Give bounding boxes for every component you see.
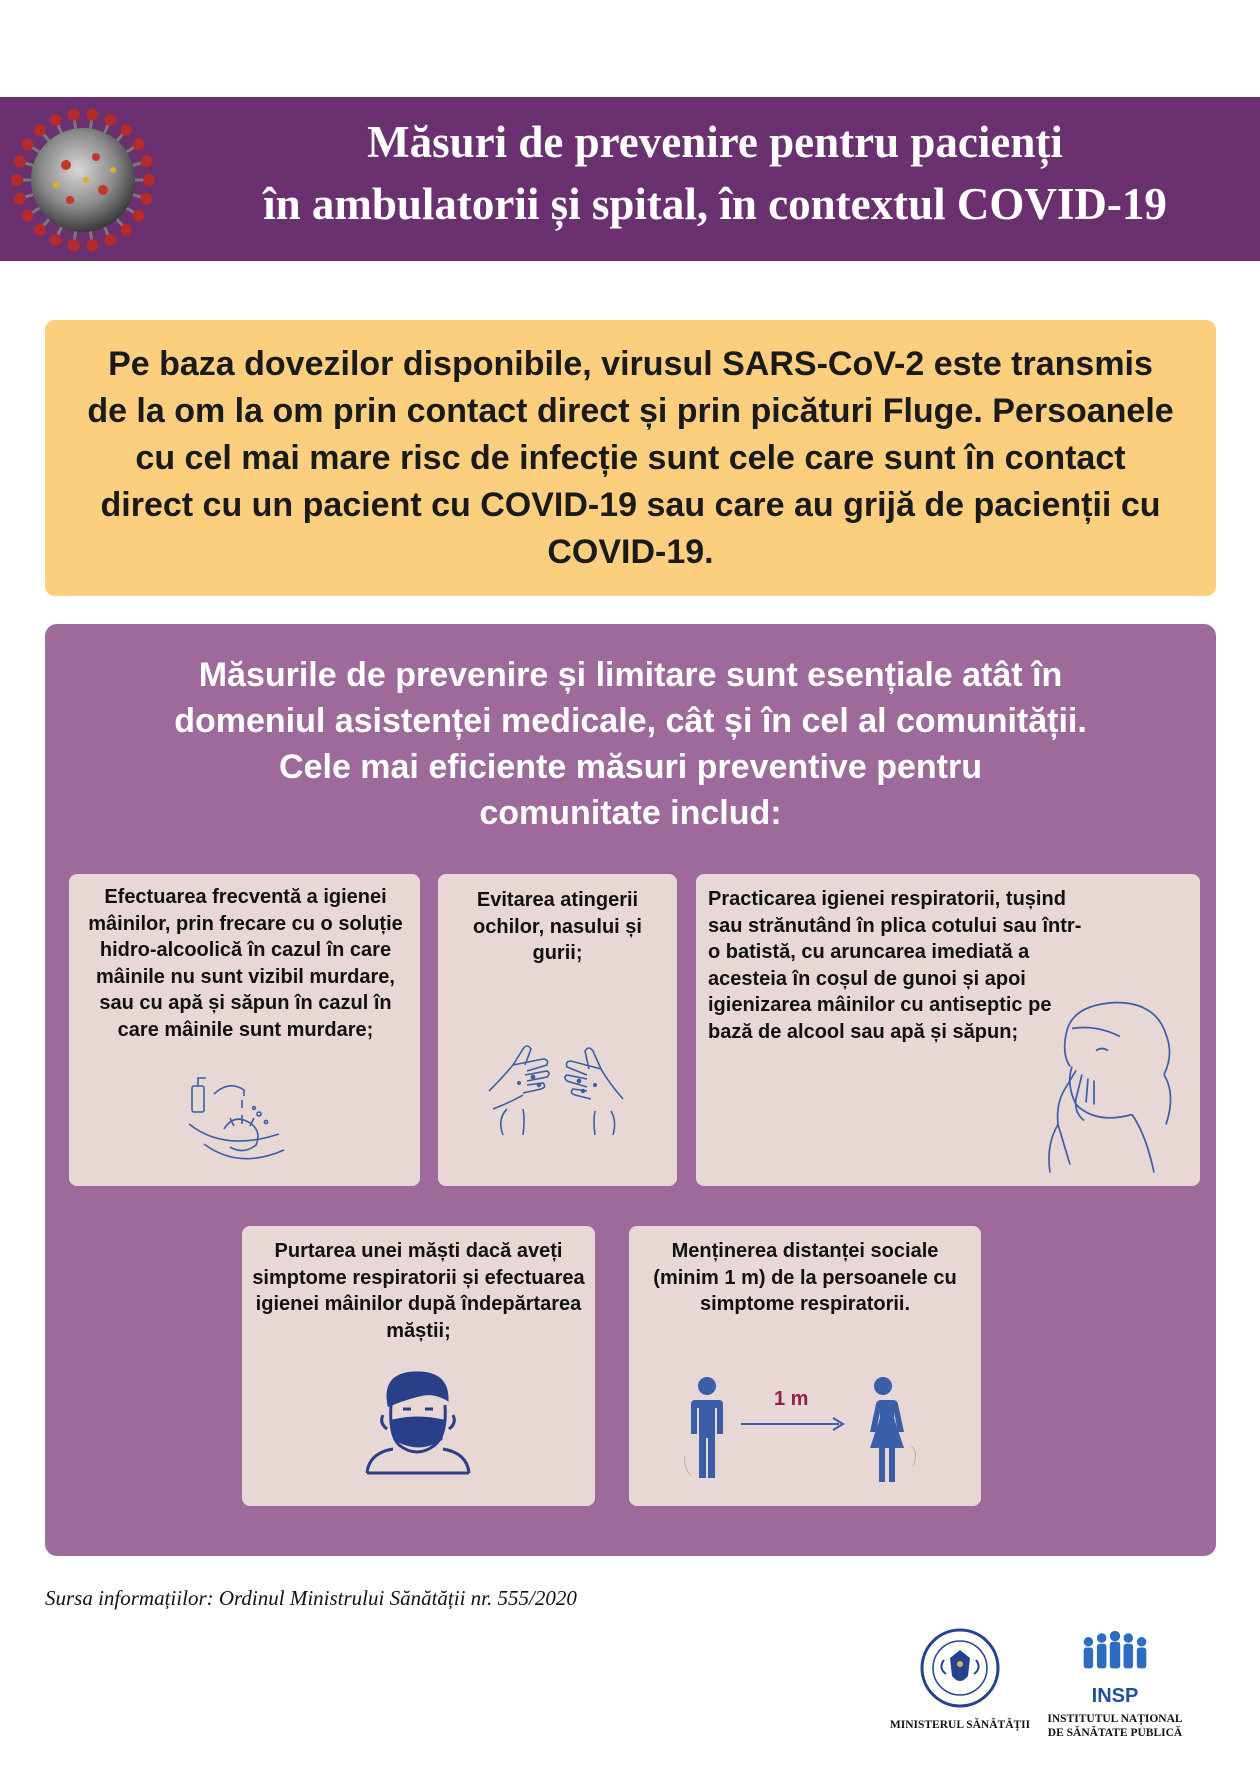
measures-panel — [45, 624, 1216, 1556]
insp-caption-line-1: INSTITUTUL NAȚIONAL — [1047, 1713, 1183, 1725]
card-respiratory-hygiene — [696, 874, 1200, 1186]
page-title — [170, 111, 1260, 235]
card-social-distance-text: Menținerea distanței sociale (minim 1 m) de la persoanele cu simptome respiratorii. — [653, 1240, 957, 1315]
card-avoid-touching-face-text: Evitarea atingerii ochilor, nasului și gurii; — [473, 889, 642, 964]
ministry-caption: MINISTERUL SĂNĂTĂȚII — [889, 1719, 1031, 1731]
card-respiratory-hygiene-text: Practicarea igienei respiratorii, tușind sau strănutând în plica cotului sau într-o batistă, cu aruncarea imediată a acesteia în coșul de gunoi și apoi igienizarea mâinilor cu antiseptic pe bază de alcool sau apă și săpun; — [708, 888, 1082, 1043]
distance-label: 1 m — [774, 1388, 809, 1410]
sneezing-person-icon — [1036, 992, 1186, 1177]
card-social-distance — [629, 1226, 981, 1506]
card-wear-mask-text: Purtarea unei măști dacă aveți simptome respiratorii și efectuarea igienei mâinilor după îndepărtarea măștii; — [252, 1240, 585, 1342]
ministry-logo-block — [880, 1628, 1040, 1732]
insp-caption-line-2: DE SĂNĂTATE PUBLICĂ — [1047, 1727, 1183, 1739]
measures-heading — [85, 652, 1176, 836]
insp-mark: INSP — [1091, 1685, 1139, 1707]
coronavirus-icon — [8, 105, 158, 255]
card-hand-hygiene — [69, 874, 420, 1186]
measures-heading-line-3: Cele mai eficiente măsuri preventive pentru — [279, 748, 982, 786]
handwashing-icon — [184, 1074, 304, 1174]
header-banner — [0, 97, 1260, 261]
intro-box — [45, 320, 1216, 596]
mask-person-icon — [363, 1350, 473, 1490]
card-hand-hygiene-text: Efectuarea frecventă a igienei mâinilor, prin frecare cu o soluție hidro-alcoolică în cazul în care mâinile nu sunt vizibil murdare, sau cu apă și săpun în cazul în care mâinile sunt murdare; — [88, 886, 403, 1041]
measures-heading-line-1: Măsurile de prevenire și limitare sunt esențiale atât în — [198, 656, 1063, 694]
government-seal-icon — [920, 1628, 1000, 1708]
card-avoid-touching-face — [438, 874, 677, 1186]
intro-text: Pe baza dovezilor disponibile, virusul SARS-CoV-2 este transmis de la om la om prin contact direct și prin picături Fluge. Persoanele cu cel mai mare risc de infecție sunt cele care sunt în contact direct cu un pacient cu COVID-19 sau care au grijă de pacienții cu COVID-19. — [87, 344, 1174, 571]
card-wear-mask — [242, 1226, 595, 1506]
measures-heading-line-4: comunitate includ: — [479, 794, 782, 832]
title-line-2: în ambulatorii și spital, în contextul COVID-19 — [263, 179, 1167, 229]
source-note: Sursa informațiilor: Ordinul Ministrului Sănătății nr. 555/2020 — [45, 1586, 577, 1610]
insp-logo-block — [1040, 1628, 1190, 1740]
insp-people-icon — [1077, 1628, 1153, 1686]
title-line-1: Măsuri de prevenire pentru pacienți — [367, 117, 1063, 167]
hands-icon — [483, 1029, 633, 1139]
measures-heading-line-2: domeniul asistenței medicale, cât și în cel al comunității. — [174, 702, 1087, 740]
